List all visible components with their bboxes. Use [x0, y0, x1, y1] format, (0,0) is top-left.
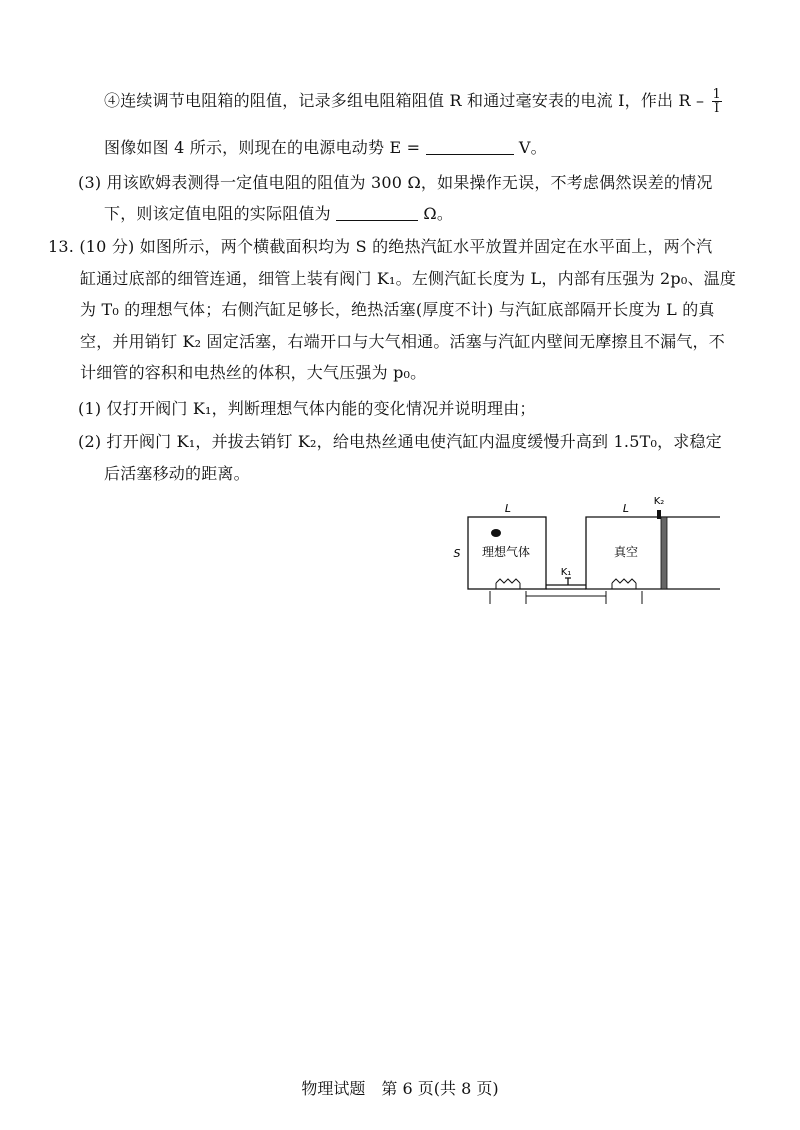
- left-wire-leads: [490, 591, 526, 604]
- connecting-tube: [546, 585, 586, 589]
- fraction-numerator: 1: [712, 87, 722, 102]
- label-vacuum: 真空: [613, 545, 639, 559]
- bottom-circuit-wire: [526, 596, 606, 604]
- right-wire-leads: [606, 591, 642, 604]
- label-ideal-gas: 理想气体: [481, 545, 531, 559]
- q13-sub2-line2: 后活塞移动的距离。: [104, 464, 250, 483]
- step4-text-a: ④连续调节电阻箱的阻值，记录多组电阻箱阻值 R 和通过毫安表的电流 I，作出 R –: [104, 91, 705, 110]
- resistance-answer-blank[interactable]: [336, 204, 418, 221]
- pin-k2: [657, 510, 661, 519]
- step4-line1: [104, 88, 722, 115]
- q3-line2: [104, 203, 453, 225]
- valve-k1: [565, 578, 571, 585]
- label-L-right: L: [622, 502, 630, 515]
- step4-unit: V。: [518, 138, 547, 157]
- q13-line4: 空，并用销钉 K₂ 固定活塞，右端开口与大气相通。活塞与汽缸内壁间无摩擦且不漏气，不: [80, 332, 725, 351]
- q13-line2: 缸通过底部的细管连通，细管上装有阀门 K₁。左侧汽缸长度为 L，内部有压强为 2p₀、温度: [80, 269, 737, 288]
- fraction-1-over-I: [712, 88, 722, 115]
- label-K1: K₁: [560, 567, 572, 578]
- right-cylinder: [586, 517, 720, 589]
- q3-line2-text: 下，则该定值电阻的实际阻值为: [104, 204, 331, 223]
- q3-unit: Ω。: [423, 204, 454, 223]
- label-S: S: [453, 547, 461, 560]
- cylinder-diagram: [440, 490, 730, 615]
- left-heating-wire: [496, 579, 520, 589]
- q13-sub1: (1) 仅打开阀门 K₁，判断理想气体内能的变化情况并说明理由；: [78, 399, 536, 418]
- label-L-left: L: [504, 502, 512, 515]
- step4-line2: [104, 137, 547, 159]
- q13-line3: 为 T₀ 的理想气体；右侧汽缸足够长，绝热活塞(厚度不计) 与汽缸底部隔开长度为 L 的真: [80, 300, 715, 319]
- q13-line5: 计细管的容积和电热丝的体积，大气压强为 p₀。: [80, 363, 427, 382]
- q3-line1: (3) 用该欧姆表测得一定值电阻的阻值为 300 Ω，如果操作无误，不考虑偶然误差的情况: [78, 173, 713, 192]
- page-footer: 物理试题 第 6 页(共 8 页): [301, 1079, 499, 1098]
- label-K2: K₂: [653, 496, 665, 507]
- fraction-denominator: I: [714, 101, 720, 116]
- ink-blot: [491, 529, 501, 537]
- q13-line1: 13. (10 分) 如图所示，两个横截面积均为 S 的绝热汽缸水平放置并固定在水平面上，两个汽: [48, 237, 713, 256]
- q13-sub2-line1: (2) 打开阀门 K₁，并拔去销钉 K₂，给电热丝通电使汽缸内温度缓慢升高到 1.5T₀，求稳定: [78, 432, 722, 451]
- emf-answer-blank[interactable]: [426, 138, 514, 155]
- piston: [661, 517, 667, 589]
- step4-text-b: 图像如图 4 所示，则现在的电源电动势 E =: [104, 138, 421, 157]
- right-heating-wire: [612, 579, 636, 589]
